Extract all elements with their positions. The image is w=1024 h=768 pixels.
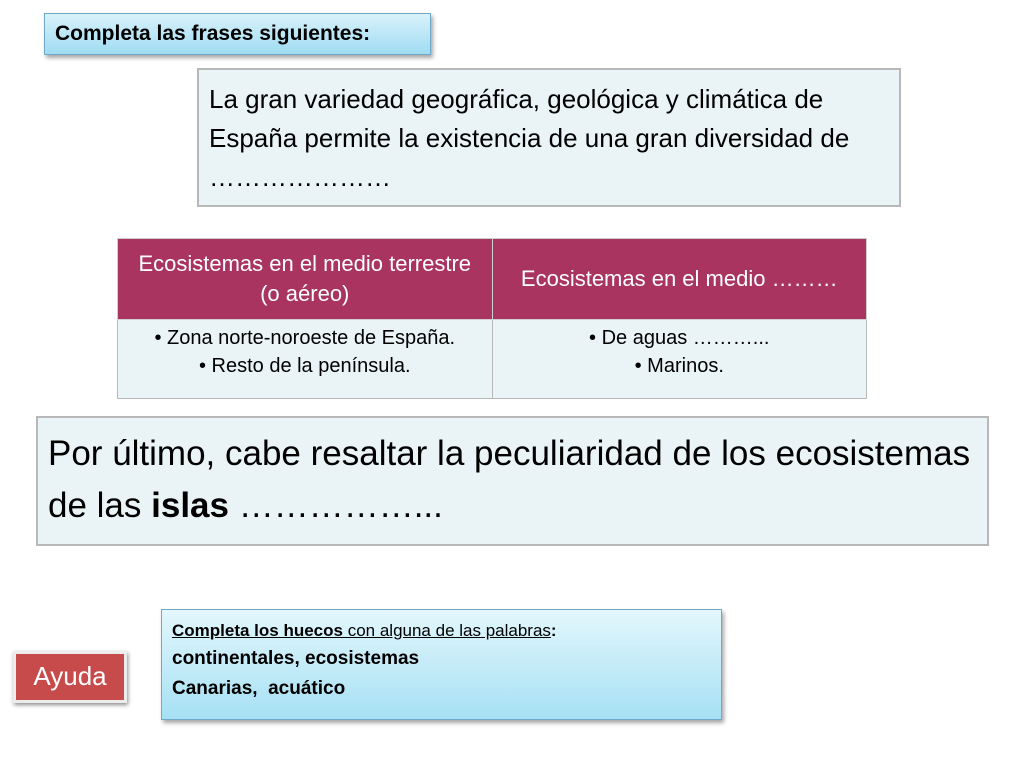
list-item: • Marinos. — [634, 355, 724, 377]
hint-box — [161, 609, 722, 720]
question-1-box — [197, 68, 901, 207]
header-aquatic: Ecosistemas en el medio ……… — [492, 239, 867, 320]
table-header-row — [118, 239, 867, 320]
ecosystems-table — [117, 238, 867, 399]
header-terrestrial: Ecosistemas en el medio terrestre (o aéreo) — [118, 239, 493, 320]
question-2-bold-word: islas — [151, 486, 229, 525]
hint-intro-rest: con alguna de las palabras — [342, 621, 551, 640]
list-item: • Resto de la península. — [198, 355, 411, 377]
list-item: • De aguas ………... — [589, 327, 770, 349]
question-2-text-before: Por último, cabe resaltar la peculiaridad de los ecosistemas de las — [48, 434, 971, 525]
question-1-text: La gran variedad geográfica, geológica y climática de España permite la existencia de una gran diversidad de ………………… — [209, 84, 850, 192]
cell-aquatic — [492, 320, 867, 399]
hint-intro — [172, 618, 711, 644]
instruction-title-text: Completa las frases siguientes: — [55, 22, 371, 45]
instruction-title — [44, 13, 431, 55]
cell-terrestrial — [118, 320, 493, 399]
hint-intro-colon: : — [550, 621, 557, 640]
hint-words-line-2: Canarias, acuático — [172, 678, 346, 699]
hint-intro-bold: Completa los huecos — [172, 621, 343, 640]
question-2-box — [36, 416, 989, 546]
list-item: • Zona norte-noroeste de España. — [154, 327, 456, 349]
question-2-text-after: ……………... — [228, 486, 443, 525]
help-button[interactable] — [13, 651, 127, 703]
table-row — [118, 320, 867, 399]
hint-words-line-1: continentales, ecosistemas — [172, 648, 420, 669]
help-button-label: Ayuda — [33, 661, 107, 691]
